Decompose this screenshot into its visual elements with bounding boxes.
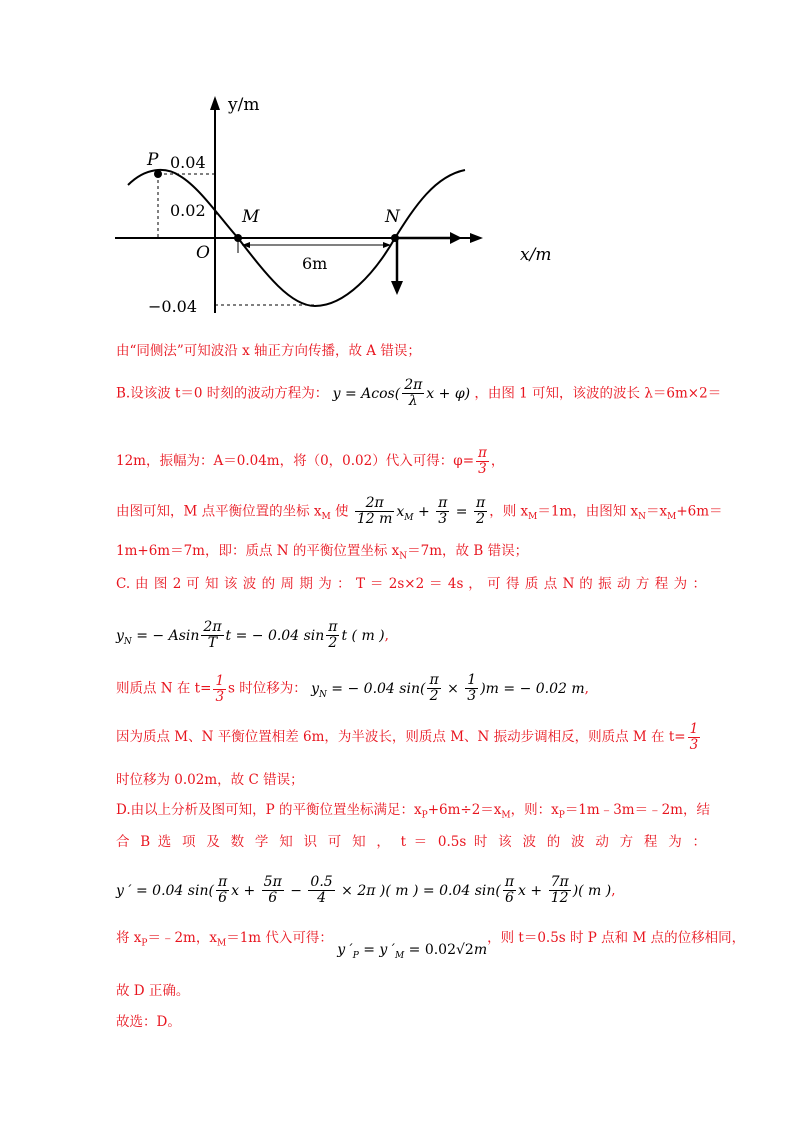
line-4: 由图可知，M 点平衡位置的坐标 $x_M$ 使 $\frac{2\pi}{12 m}$ $x_M$ + $\frac{\pi}{3}$ = $\frac{\pi}{2}$ ，则 $x_M=1m$，由图知 $x_N=x_M+6m=$ bbox=[116, 495, 723, 527]
line-7: $y_N$ = − Asin $\frac{2\pi}{T}$ t = − 0.04 sin $\frac{\pi}{2}$ t ( m ), bbox=[116, 619, 389, 651]
tick-mid: 0.02 bbox=[170, 201, 206, 220]
label-N: N bbox=[385, 207, 400, 227]
line-8: 则质点 N 在 t= $\frac{1}{3}$ s 时位移为： $y_N$ = − 0.04 sin( $\frac{\pi}{2}$ × $\frac{1}{3}$ )m = − 0.02 m, bbox=[116, 672, 589, 705]
wave-equation: y = Acos( $\frac{2\pi}{\lambda}$ x + φ) bbox=[332, 377, 471, 409]
x-axis-arrow bbox=[470, 233, 483, 243]
y-axis-label: y/m bbox=[228, 95, 260, 115]
line-3: 12m，振幅为：A＝0.04m，将（0，0.02）代入可得：φ= $\frac{\pi}{3}$ ， bbox=[116, 445, 505, 477]
N-arrow-right-head bbox=[450, 232, 462, 244]
point-P bbox=[154, 170, 162, 178]
line-14: 将 $x_P=﹣2m$，$x_M=1m$ 代入可得： y $'_P = y$ $'_M = 0.02√2m$，则 t＝0.5s 时 P 点和 M 点的位移相同， bbox=[116, 930, 746, 961]
distance-label: 6m bbox=[302, 254, 328, 273]
line-16: 故选：D。 bbox=[116, 1014, 181, 1030]
label-P: P bbox=[147, 150, 159, 170]
line-1: 由“同侧法”可知波沿 x 轴正方向传播，故 A 错误； bbox=[116, 343, 421, 359]
line-15: 故 D 正确。 bbox=[116, 983, 190, 999]
label-O: O bbox=[196, 243, 210, 263]
line-6: C. 由 图 2 可 知 该 波 的 周 期 为 ： T ＝ 2s×2 ＝ 4s ， 可 得 质 点 N 的 振 动 方 程 为 ： bbox=[116, 576, 706, 592]
line-10: 时位移为 0.02m，故 C 错误； bbox=[116, 772, 304, 788]
y-axis-arrow bbox=[210, 96, 220, 110]
line-5: 1m+6m＝7m，即：质点 N 的平衡位置坐标 $x_N=7m$，故 B 错误； bbox=[116, 543, 529, 562]
phase-equation: $\frac{2\pi}{12 m}$ $x_M$ + $\frac{\pi}{3}$ = $\frac{\pi}{2}$ bbox=[356, 495, 486, 527]
x-axis-label: x/m bbox=[520, 245, 552, 265]
yn-equation: $y_N$ = − Asin $\frac{2\pi}{T}$ t = − 0.04 sin $\frac{\pi}{2}$ t ( m ) bbox=[116, 619, 385, 651]
line-2: B.设该波 t＝0 时刻的波动方程为： y = Acos( $\frac{2\pi}{\lambda}$ x + φ) ，由图 1 可知，该波的波长 λ＝6m×2＝ bbox=[116, 377, 722, 409]
yn-value: $y_N$ = − 0.04 sin( $\frac{\pi}{2}$ × $\frac{1}{3}$ )m = − 0.02 m bbox=[311, 672, 585, 704]
final-equation: y $'_P = y$ $'_M = 0.02√2m$ bbox=[337, 942, 488, 961]
wave-figure bbox=[100, 88, 600, 328]
line-12: 合 B 选 项 及 数 学 知 识 可 知 ， t ＝ 0.5s 时 该 波 的 波 动 方 程 为 ： bbox=[116, 834, 706, 850]
label-M: M bbox=[242, 207, 260, 227]
N-arrow-down-head bbox=[391, 281, 403, 295]
line-13: y ′ = 0.04 sin( $\frac{\pi}{6}$ x + $\frac{5\pi}{6}$ − $\frac{0.5}{4}$ × 2π )( m ) = 0.04 sin( $\frac{\pi}{6}$ x + $\frac{7\pi}{12}$ )( m ), bbox=[116, 874, 616, 906]
tick-top: 0.04 bbox=[170, 153, 206, 172]
yp-equation: y ′ = 0.04 sin( $\frac{\pi}{6}$ x + $\frac{5\pi}{6}$ − $\frac{0.5}{4}$ × 2π )( m ) = 0.04 sin( $\frac{\pi}{6}$ x + $\frac{7\pi}{12}$ )( m ) bbox=[116, 874, 612, 906]
line-9: 因为质点 M、N 平衡位置相差 6m，为半波长，则质点 M、N 振动步调相反，则质点 M 在 t= $\frac{1}{3}$ bbox=[116, 721, 699, 753]
line-11: D.由以上分析及图可知，P 的平衡位置坐标满足：$x_P+6m\div 2=x_M$，则：$x_P=1m﹣3m=﹣2m$，结 bbox=[116, 802, 710, 821]
tick-bottom: −0.04 bbox=[148, 297, 198, 316]
